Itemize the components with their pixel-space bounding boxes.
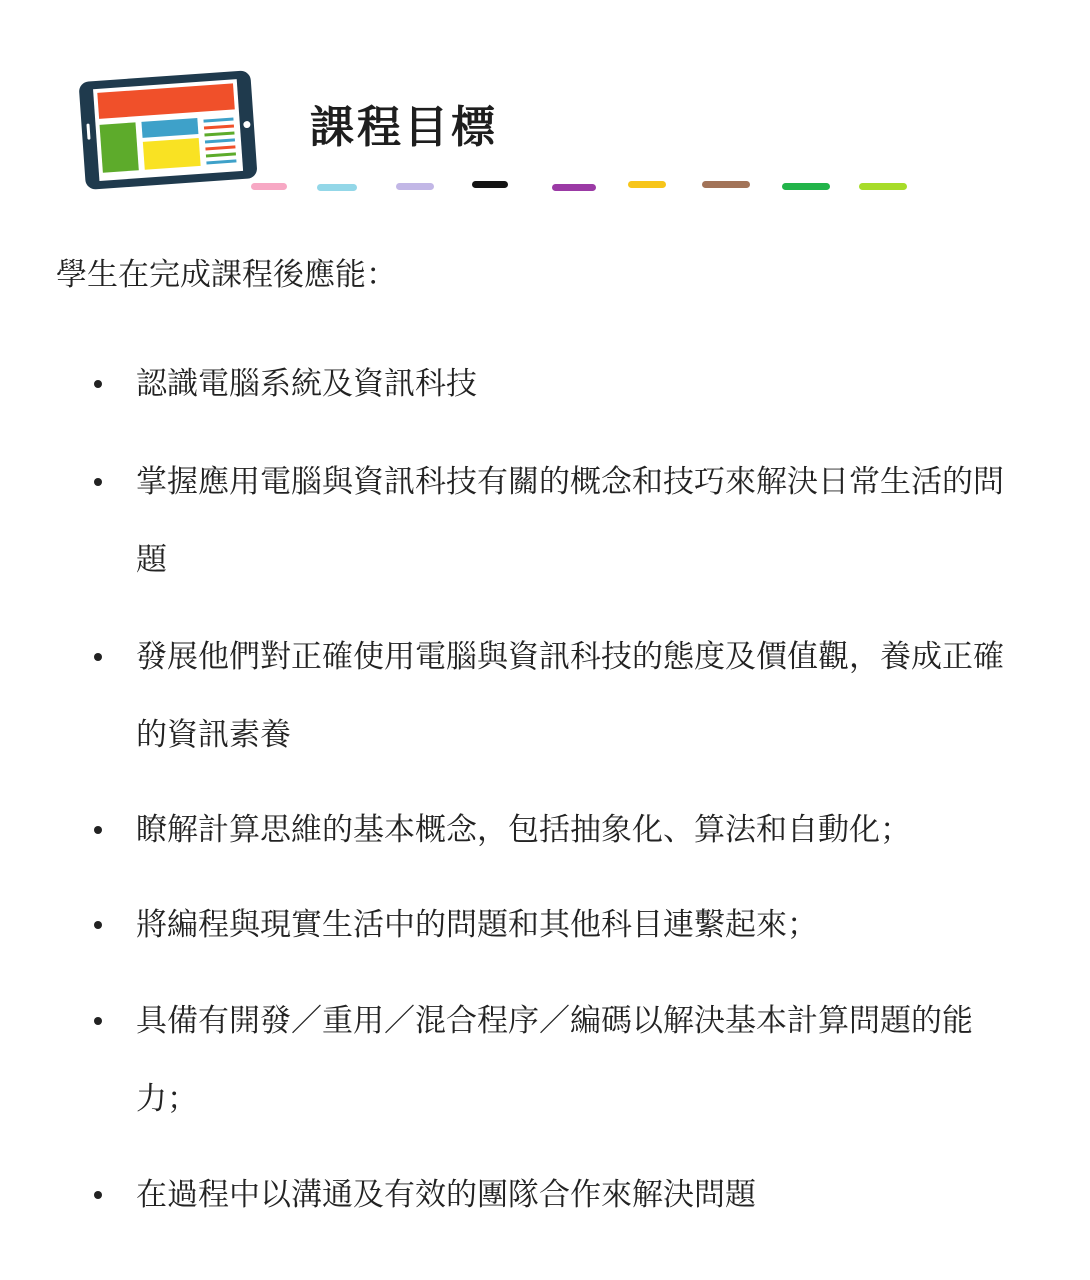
page-title: 課程目標 — [310, 102, 498, 153]
goal-text: 將編程與現實生活中的問題和其他科目連繫起來； — [136, 907, 818, 943]
bullet-icon — [94, 380, 102, 388]
bullet-icon — [94, 826, 102, 834]
divider-dash — [552, 184, 596, 191]
divider-dash — [251, 183, 287, 190]
divider-dash — [859, 183, 907, 190]
bullet-icon — [94, 1017, 102, 1025]
tablet-icon — [76, 66, 262, 192]
list-item — [136, 886, 1026, 964]
divider-dash — [702, 181, 750, 188]
list-item — [136, 982, 1026, 1138]
list-item — [136, 618, 1026, 774]
bullet-icon — [94, 921, 102, 929]
list-item — [136, 443, 1026, 599]
bullet-icon — [94, 653, 102, 661]
divider-dash — [782, 183, 830, 190]
list-item — [136, 345, 1026, 423]
divider-dash — [628, 181, 666, 188]
goal-text: 在過程中以溝通及有效的團隊合作來解決問題 — [136, 1177, 756, 1213]
list-item — [136, 1156, 1026, 1234]
goal-text: 具備有開發／重用／混合程序／編碼以解決基本計算問題的能力； — [136, 1003, 973, 1117]
bullet-icon — [94, 1191, 102, 1199]
goal-text: 掌握應用電腦與資訊科技有關的概念和技巧來解決日常生活的問題 — [136, 464, 1004, 578]
goal-text: 發展他們對正確使用電腦與資訊科技的態度及價值觀，養成正確的資訊素養 — [136, 639, 1004, 753]
goal-text: 瞭解計算思維的基本概念，包括抽象化、算法和自動化； — [136, 812, 911, 848]
divider-dash — [317, 184, 357, 191]
list-item — [136, 791, 1026, 869]
divider-dash — [396, 183, 434, 190]
divider-dash — [472, 181, 508, 188]
bullet-icon — [94, 478, 102, 486]
intro-text: 學生在完成課程後應能： — [56, 257, 397, 293]
goal-text: 認識電腦系統及資訊科技 — [136, 366, 477, 402]
